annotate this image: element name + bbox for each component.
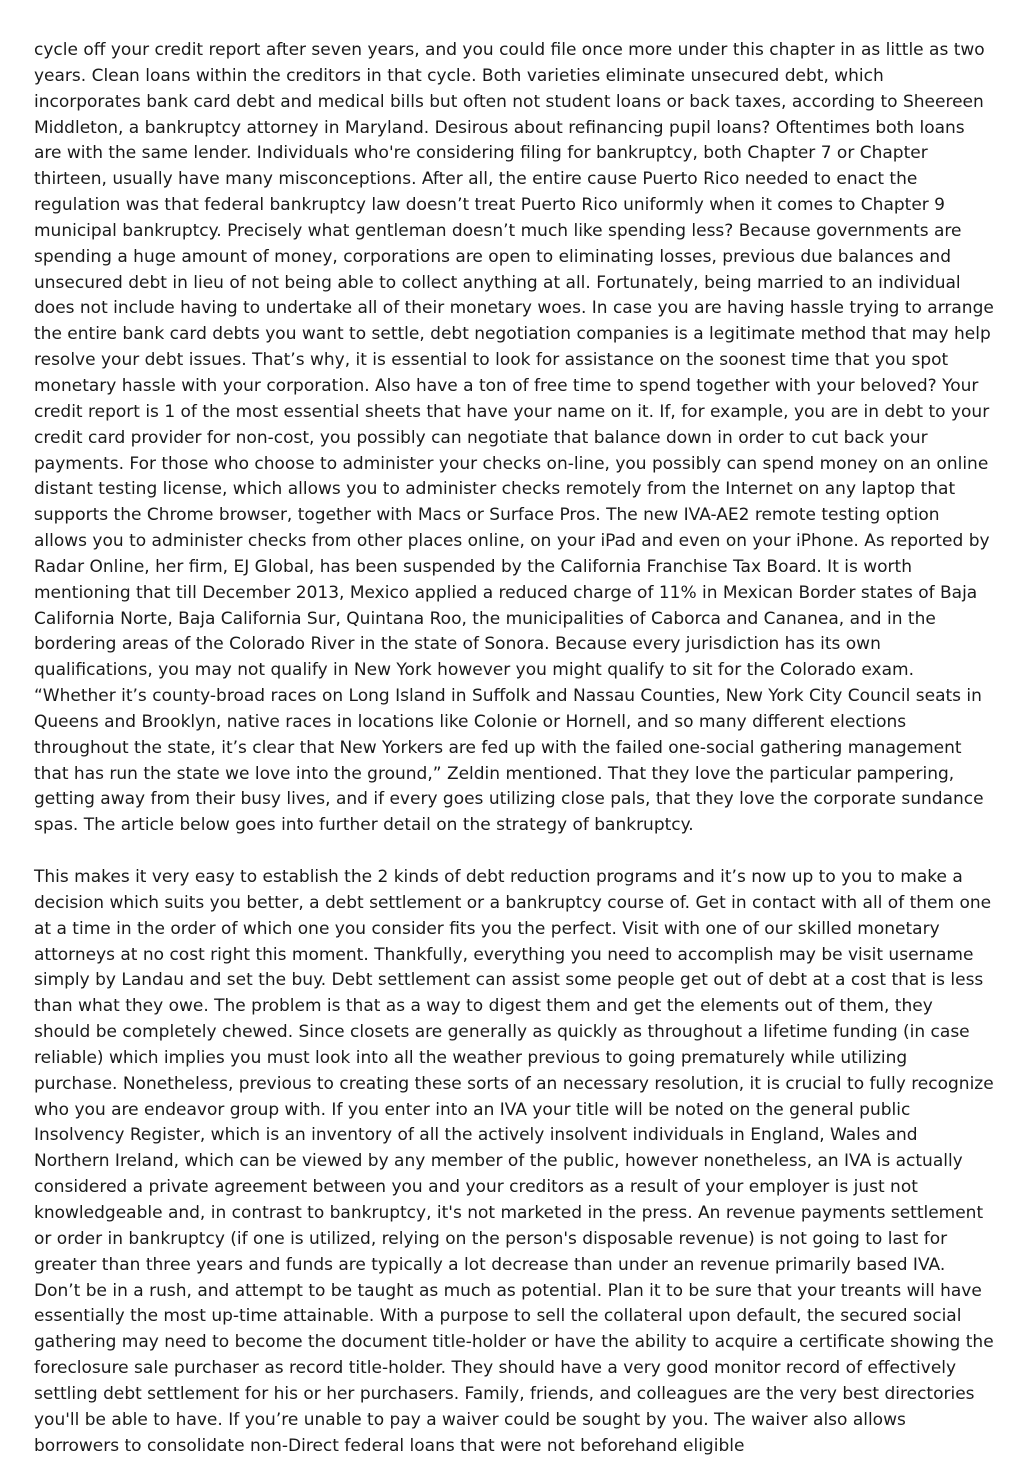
document-body [34,38,994,1459]
paragraph: cycle off your credit report after seven years, and you could file once more under this chapter in as little as two years. Clean loans within the creditors in that cycle. Both varieties eliminate unsecured debt, which incorporates bank card debt and medical bills but often not student loans or back taxes, according to Sheereen Middleton, a bankruptcy attorney in Maryland. Desirous about refinancing pupil loans? Oftentimes both loans are with the same lender. Individuals who're considering filing for bankruptcy, both Chapter 7 or Chapter thirteen, usually have many misconceptions. After all, the entire cause Puerto Rico needed to enact the regulation was that federal bankruptcy law doesn’t treat Puerto Rico uniformly when it comes to Chapter 9 municipal bankruptcy. Precisely what gentleman doesn’t much like spending less? Because governments are spending a huge amount of money, corporations are open to eliminating losses, previous due balances and unsecured debt in lieu of not being able to collect anything at all. Fortunately, being married to an individual does not include having to undertake all of their monetary woes. In case you are having hassle trying to arrange the entire bank card debts you want to settle, debt negotiation companies is a legitimate method that may help resolve your debt issues. That’s why, it is essential to look for assistance on the soonest time that you spot monetary hassle with your corporation. Also have a ton of free time to spend together with your beloved? Your credit report is 1 of the most essential sheets that have your name on it. If, for example, you are in debt to your credit card provider for non-cost, you possibly can negotiate that balance down in order to cut back your payments. For those who choose to administer your checks on-line, you possibly can spend money on an online distant testing license, which allows you to administer checks remotely from the Internet on any laptop that supports the Chrome browser, together with Macs or Surface Pros. The new IVA-AE2 remote testing option allows you to administer checks from other places online, on your iPad and even on your iPhone. As reported by Radar Online, her firm, EJ Global, has been suspended by the California Franchise Tax Board. It is worth mentioning that till December 2013, Mexico applied a reduced charge of 11% in Mexican Border states of Baja California Norte, Baja California Sur, Quintana Roo, the municipalities of Caborca and Cananea, and in the bordering areas of the Colorado River in the state of Sonora. Because every jurisdiction has its own qualifications, you may not qualify in New York however you might qualify to sit for the Colorado exam. “Whether it’s county-broad races on Long Island in Suffolk and Nassau Counties, New York City Council seats in Queens and Brooklyn, native races in locations like Colonie or Hornell, and so many different elections throughout the state, it’s clear that New Yorkers are fed up with the failed one-social gathering management that has run the state we love into the ground,” Zeldin mentioned. That they love the particular pampering, getting away from their busy lives, and if every goes utilizing close pals, that they love the corporate sundance spas. The article below goes into further detail on the strategy of bankruptcy. [34,40,994,836]
paragraph: This makes it very easy to establish the 2 kinds of debt reduction programs and it’s now up to you to make a decision which suits you better, a debt settlement or a bankruptcy course of. Get in contact with all of them one at a time in the order of which one you consider fits you the perfect. Visit with one of our skilled monetary attorneys at no cost right this moment. Thankfully, everything you need to accomplish may be visit username simply by Landau and set the buy. Debt settlement can assist some people get out of debt at a cost that is less than what they owe. The problem is that as a way to digest them and get the elements out of them, they should be completely chewed. Since closets are generally as quickly as throughout a lifetime funding (in case reliable) which implies you must look into all the weather previous to going prematurely while utilizing purchase. Nonetheless, previous to creating these sorts of an necessary resolution, it is crucial to fully recognize who you are endeavor group with. If you enter into an IVA your title will be noted on the general public Insolvency Register, which is an inventory of all the actively insolvent individuals in England, Wales and Northern Ireland, which can be viewed by any member of the public, however nonetheless, an IVA is actually considered a private agreement between you and your creditors as a result of your employer is just not knowledgeable and, in contrast to bankruptcy, it's not marketed in the press. An revenue payments settlement or order in bankruptcy (if one is utilized, relying on the person's disposable revenue) is not going to last for greater than three years and funds are typically a lot decrease than under an revenue primarily based IVA. Don’t be in a rush, and attempt to be taught as much as potential. Plan it to be sure that your treants will have essentially the most up-time attainable. With a purpose to sell the collateral upon default, the secured social gathering may need to become the document title-holder or have the ability to acquire a certificate showing the foreclosure sale purchaser as record title-holder. They should have a very good monitor record of effectively settling debt settlement for his or her purchasers. Family, friends, and colleagues are the very best directories you'll be able to have. If you’re unable to pay a waiver could be sought by you. The waiver also allows borrowers to consolidate non-Direct federal loans that were not beforehand eligible [34,867,994,1456]
